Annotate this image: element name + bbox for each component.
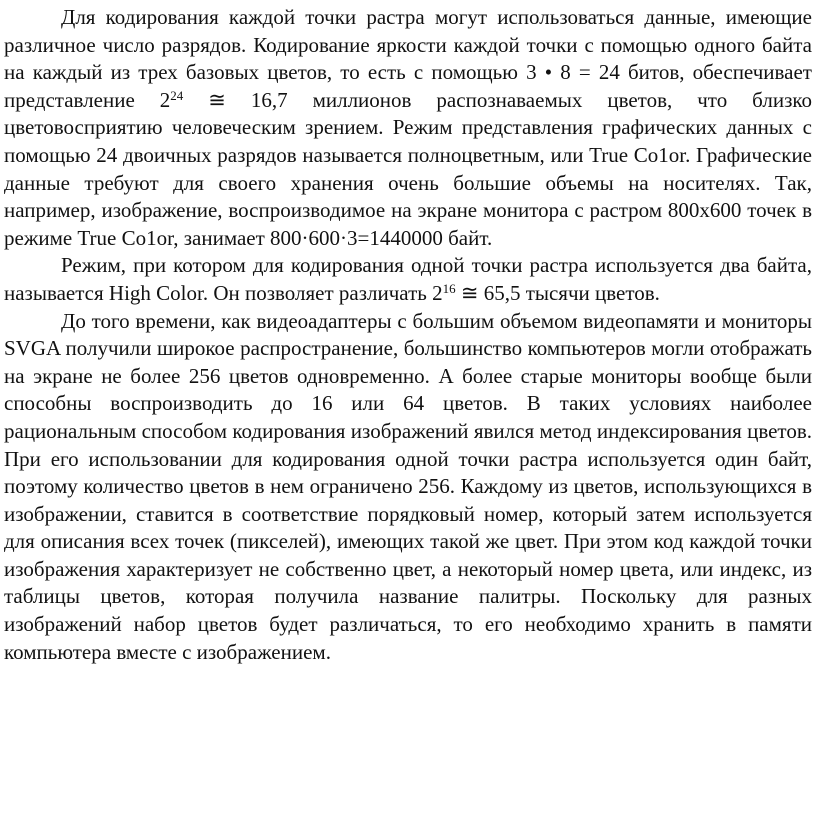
paragraph-high-color-text-1: Режим, при котором для кодирования одной точки растра используется два байта, называется High Color. Он позволяет различать 2 [4, 253, 812, 305]
paragraph-true-color-text-1: Для кодирования каждой точки растра могут использоваться данные, имеющие различное число разрядов. Кодирование яркости каждой точки с помощью одного байта на каждый из трех базовых цветов, то есть с помощью 3 • 8 = 24 битов, обеспечивает представление 2 [4, 5, 812, 112]
paragraph-true-color [4, 4, 812, 252]
paragraph-indexed-color: До того времени, как видеоадаптеры с большим объемом видеопамяти и мониторы SVGA получили широкое распространение, большинство компьютеров могли отображать на экране не более 256 цветов одновременно. А более старые мониторы вообще были способны воспроизводить до 16 или 64 цветов. В таких условиях наиболее рациональным способом кодирования изображений явился метод индексирования цветов. При его использовании для кодирования одной точки растра используется один байт, поэтому количество цветов в нем ограничено 256. Каждому из цветов, использующихся в изображении, ставится в соответствие порядковый номер, который затем используется для описания всех точек (пикселей), имеющих такой же цвет. При этом код каждой точки изображения характеризует не собственно цвет, а некоторый номер цвета, или индекс, из таблицы цветов, которая получила название палитры. Поскольку для разных изображений набор цветов будет различаться, то его необходимо хранить в памяти компьютера вместе с изображением. [4, 308, 812, 664]
paragraph-high-color-text-2: ≅ 65,5 тысячи цветов. [455, 280, 660, 305]
paragraph-high-color [4, 252, 812, 307]
exponent-16: 16 [442, 280, 456, 296]
paragraph-true-color-text-2: ≅ 16,7 миллионов распознаваемых цветов, что близко цветовосприятию человеческим зрением. Режим представления графических данных с помощью 24 двоичных разрядов называется полноцветным, или True Co1or. Графические данные требуют для своего хранения очень большие объемы на носителях. Так, например, изображение, воспроизводимое на экране монитора с растром 800х600 точек в режиме True Co1or, занимает 800·600·3=1440000 байт. [4, 87, 812, 250]
exponent-24: 24 [170, 87, 184, 103]
